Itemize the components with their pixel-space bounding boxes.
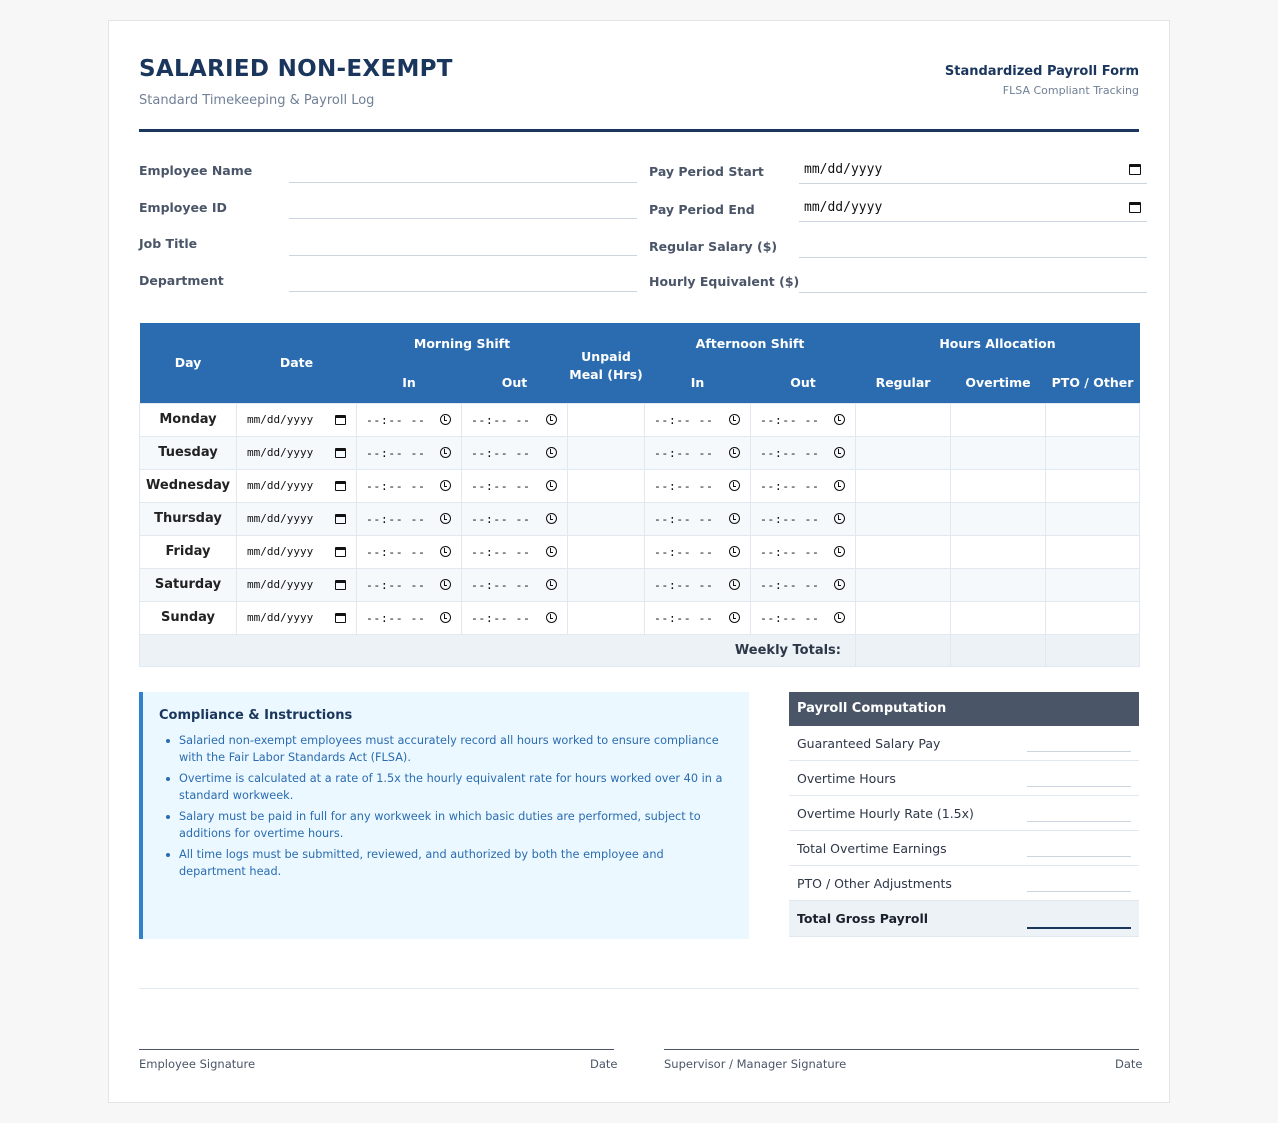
clock-icon[interactable] (834, 414, 845, 425)
date-placeholder: mm/dd/yyyy (247, 577, 314, 591)
clock-icon[interactable] (729, 579, 740, 590)
weekly-totals-label: Weekly Totals: (140, 634, 856, 667)
clock-icon[interactable] (834, 480, 845, 491)
morning-out-input[interactable] (462, 601, 568, 634)
clock-icon[interactable] (729, 513, 740, 524)
time-placeholder: --:-- -- (366, 544, 426, 559)
payroll-row (789, 796, 1139, 831)
payroll-row (789, 831, 1139, 866)
clock-icon[interactable] (440, 480, 451, 491)
afternoon-in-input[interactable] (645, 436, 751, 469)
page-title: SALARIED NON-EXEMPT (139, 56, 453, 82)
day-cell: Tuesday (140, 436, 237, 469)
regular-hours-input[interactable] (856, 568, 951, 601)
overtime-rate-input[interactable] (1027, 821, 1131, 822)
time-placeholder: --:-- -- (471, 544, 531, 559)
col-afternoon-out: Out (751, 363, 856, 403)
time-placeholder: --:-- -- (760, 577, 820, 592)
payroll-row-label: Overtime Hours (797, 771, 896, 786)
time-placeholder: --:-- -- (654, 478, 714, 493)
time-placeholder: --:-- -- (760, 511, 820, 526)
table-row (140, 403, 1140, 436)
compliance-item: Salaried non-exempt employees must accurately record all hours worked to ensure compliance with the Fair Labor Standards Act (FLSA). (179, 732, 733, 766)
clock-icon[interactable] (729, 414, 740, 425)
day-cell: Monday (140, 403, 237, 436)
calendar-icon[interactable] (335, 481, 346, 491)
time-placeholder: --:-- -- (760, 478, 820, 493)
time-placeholder: --:-- -- (471, 412, 531, 427)
time-placeholder: --:-- -- (654, 610, 714, 625)
compliance-item: Salary must be paid in full for any workweek in which basic duties are performed, subject to additions for overtime hours. (179, 808, 733, 842)
day-cell: Wednesday (140, 469, 237, 502)
employee-name-field[interactable] (289, 161, 637, 183)
calendar-icon[interactable] (335, 547, 346, 557)
morning-in-input[interactable] (357, 469, 462, 502)
regular-hours-input[interactable] (856, 535, 951, 568)
employee-name-label: Employee Name (139, 163, 253, 178)
date-input[interactable] (237, 601, 357, 634)
compliance-item: Overtime is calculated at a rate of 1.5x the hourly equivalent rate for hours worked over 40 in a standard workweek. (179, 770, 733, 804)
date-input[interactable] (237, 436, 357, 469)
time-placeholder: --:-- -- (471, 445, 531, 460)
time-placeholder: --:-- -- (471, 610, 531, 625)
unpaid-meal-input[interactable] (568, 469, 645, 502)
unpaid-meal-input[interactable] (568, 436, 645, 469)
table-row (140, 436, 1140, 469)
department-field[interactable] (289, 270, 637, 292)
payroll-row (789, 866, 1139, 901)
date-placeholder: mm/dd/yyyy (247, 544, 314, 558)
clock-icon[interactable] (440, 513, 451, 524)
pto-hours-input[interactable] (1046, 436, 1140, 469)
day-cell: Sunday (140, 601, 237, 634)
supervisor-signature-line[interactable] (664, 1049, 1139, 1050)
job-title-field[interactable] (289, 234, 637, 256)
regular-hours-input[interactable] (856, 469, 951, 502)
timesheet-table (139, 323, 1140, 667)
afternoon-in-input[interactable] (645, 535, 751, 568)
morning-out-input[interactable] (462, 502, 568, 535)
col-date: Date (237, 323, 357, 403)
pto-hours-input[interactable] (1046, 601, 1140, 634)
form-type: Standardized Payroll Form (944, 64, 1139, 79)
col-regular: Regular (856, 363, 951, 403)
payroll-row-label: Total Overtime Earnings (797, 841, 947, 856)
clock-icon[interactable] (440, 612, 451, 623)
time-placeholder: --:-- -- (366, 445, 426, 460)
clock-icon[interactable] (440, 414, 451, 425)
payroll-total-row (789, 901, 1139, 937)
payroll-row (789, 726, 1139, 761)
department-label: Department (139, 273, 224, 288)
unpaid-meal-input[interactable] (568, 535, 645, 568)
total-pto (1046, 634, 1140, 667)
time-placeholder: --:-- -- (654, 511, 714, 526)
payroll-computation (789, 692, 1139, 937)
clock-icon[interactable] (440, 546, 451, 557)
pay-period-start-label: Pay Period Start (649, 164, 764, 179)
unpaid-meal-input[interactable] (568, 403, 645, 436)
morning-out-input[interactable] (462, 535, 568, 568)
hourly-equivalent-field[interactable] (799, 271, 1147, 293)
date-placeholder: mm/dd/yyyy (247, 610, 314, 624)
employee-signature-line[interactable] (139, 1049, 614, 1050)
employee-signature-label: Employee Signature (139, 1057, 256, 1071)
payroll-row (789, 761, 1139, 796)
clock-icon[interactable] (834, 513, 845, 524)
payroll-row-label: Overtime Hourly Rate (1.5x) (797, 806, 974, 821)
afternoon-out-input[interactable] (751, 403, 856, 436)
clock-icon[interactable] (546, 612, 557, 623)
unpaid-meal-input[interactable] (568, 601, 645, 634)
day-cell: Thursday (140, 502, 237, 535)
morning-in-input[interactable] (357, 502, 462, 535)
clock-icon[interactable] (729, 480, 740, 491)
clock-icon[interactable] (546, 513, 557, 524)
time-placeholder: --:-- -- (760, 412, 820, 427)
employee-date-label: Date (590, 1057, 618, 1071)
morning-in-input[interactable] (357, 436, 462, 469)
guaranteed-salary-input[interactable] (1027, 751, 1131, 752)
morning-in-input[interactable] (357, 601, 462, 634)
col-afternoon-in: In (645, 363, 751, 403)
morning-in-input[interactable] (357, 403, 462, 436)
employee-id-label: Employee ID (139, 200, 227, 215)
pay-period-start-placeholder: mm/dd/yyyy (804, 162, 883, 177)
overtime-hours-cell[interactable] (951, 469, 1046, 502)
employee-id-field[interactable] (289, 197, 637, 219)
clock-icon[interactable] (834, 447, 845, 458)
clock-icon[interactable] (834, 612, 845, 623)
date-placeholder: mm/dd/yyyy (247, 478, 314, 492)
total-regular (856, 634, 951, 667)
calendar-icon[interactable] (335, 514, 346, 524)
calendar-icon[interactable] (1129, 164, 1141, 175)
afternoon-in-input[interactable] (645, 502, 751, 535)
form-badge (945, 64, 1139, 97)
weekly-totals-row (140, 634, 1140, 667)
clock-icon[interactable] (440, 447, 451, 458)
table-row (140, 502, 1140, 535)
calendar-icon[interactable] (335, 415, 346, 425)
payroll-total-label: Total Gross Payroll (797, 911, 929, 926)
time-placeholder: --:-- -- (471, 511, 531, 526)
pay-period-end-field[interactable] (799, 196, 1147, 222)
date-placeholder: mm/dd/yyyy (247, 445, 314, 459)
time-placeholder: --:-- -- (366, 577, 426, 592)
col-day: Day (140, 323, 237, 403)
time-placeholder: --:-- -- (471, 577, 531, 592)
time-placeholder: --:-- -- (760, 610, 820, 625)
clock-icon[interactable] (440, 579, 451, 590)
footer-divider (139, 988, 1139, 989)
clock-icon[interactable] (834, 579, 845, 590)
calendar-icon[interactable] (335, 448, 346, 458)
page-subtitle: Standard Timekeeping & Payroll Log (139, 93, 375, 108)
overtime-hours-cell[interactable] (951, 403, 1046, 436)
date-placeholder: mm/dd/yyyy (247, 511, 314, 525)
calendar-icon[interactable] (335, 613, 346, 623)
clock-icon[interactable] (834, 546, 845, 557)
morning-in-input[interactable] (357, 535, 462, 568)
form-compliance: FLSA Compliant Tracking (1002, 84, 1139, 97)
time-placeholder: --:-- -- (366, 478, 426, 493)
time-placeholder: --:-- -- (366, 412, 426, 427)
col-morning-out: Out (462, 363, 568, 403)
time-placeholder: --:-- -- (654, 544, 714, 559)
afternoon-in-input[interactable] (645, 568, 751, 601)
unpaid-meal-input[interactable] (568, 502, 645, 535)
clock-icon[interactable] (546, 480, 557, 491)
clock-icon[interactable] (546, 579, 557, 590)
col-morning-shift: Morning Shift (357, 323, 568, 363)
gross-payroll-input[interactable] (1027, 927, 1131, 929)
hourly-equivalent-label: Hourly Equivalent ($) (649, 274, 800, 289)
time-placeholder: --:-- -- (760, 445, 820, 460)
calendar-icon[interactable] (335, 580, 346, 590)
compliance-box (139, 692, 749, 939)
time-placeholder: --:-- -- (654, 445, 714, 460)
pto-hours-input[interactable] (1046, 403, 1140, 436)
morning-out-input[interactable] (462, 436, 568, 469)
payroll-title: Payroll Computation (789, 692, 1139, 726)
regular-salary-label: Regular Salary ($) (649, 239, 778, 254)
col-hours-allocation: Hours Allocation (856, 323, 1140, 363)
table-row (140, 568, 1140, 601)
table-row (140, 601, 1140, 634)
clock-icon[interactable] (729, 447, 740, 458)
afternoon-out-input[interactable] (751, 469, 856, 502)
job-title-label: Job Title (139, 236, 198, 251)
header-divider (139, 129, 1139, 132)
clock-icon[interactable] (729, 546, 740, 557)
date-input[interactable] (237, 568, 357, 601)
compliance-item: All time logs must be submitted, reviewed, and authorized by both the employee and department head. (179, 846, 733, 880)
time-placeholder: --:-- -- (471, 478, 531, 493)
afternoon-out-input[interactable] (751, 502, 856, 535)
clock-icon[interactable] (546, 546, 557, 557)
afternoon-in-input[interactable] (645, 469, 751, 502)
day-cell: Friday (140, 535, 237, 568)
col-pto: PTO / Other (1046, 363, 1140, 403)
col-unpaid-meal: Unpaid Meal (Hrs) (568, 323, 645, 403)
day-cell: Saturday (140, 568, 237, 601)
col-morning-in: In (357, 363, 462, 403)
overtime-hours-cell[interactable] (951, 535, 1046, 568)
total-overtime (951, 634, 1046, 667)
pto-hours-input[interactable] (1046, 469, 1140, 502)
overtime-hours-cell[interactable] (951, 436, 1046, 469)
regular-hours-input[interactable] (856, 502, 951, 535)
pto-adjustments-input[interactable] (1027, 891, 1131, 892)
payroll-row-label: PTO / Other Adjustments (797, 876, 952, 891)
unpaid-meal-input[interactable] (568, 568, 645, 601)
morning-out-input[interactable] (462, 403, 568, 436)
date-input[interactable] (237, 535, 357, 568)
table-row (140, 469, 1140, 502)
supervisor-date-label: Date (1115, 1057, 1143, 1071)
afternoon-in-input[interactable] (645, 601, 751, 634)
compliance-title: Compliance & Instructions (159, 708, 353, 723)
col-overtime: Overtime (951, 363, 1046, 403)
date-input[interactable] (237, 403, 357, 436)
afternoon-out-input[interactable] (751, 601, 856, 634)
afternoon-out-input[interactable] (751, 568, 856, 601)
morning-out-input[interactable] (462, 469, 568, 502)
payroll-form (108, 20, 1170, 1103)
afternoon-in-input[interactable] (645, 403, 751, 436)
date-input[interactable] (237, 502, 357, 535)
pto-hours-input[interactable] (1046, 535, 1140, 568)
clock-icon[interactable] (546, 447, 557, 458)
time-placeholder: --:-- -- (760, 544, 820, 559)
supervisor-signature-label: Supervisor / Manager Signature (664, 1057, 847, 1071)
time-placeholder: --:-- -- (654, 412, 714, 427)
payroll-row-label: Guaranteed Salary Pay (797, 736, 941, 751)
afternoon-out-input[interactable] (751, 535, 856, 568)
regular-hours-input[interactable] (856, 436, 951, 469)
date-input[interactable] (237, 469, 357, 502)
time-placeholder: --:-- -- (366, 610, 426, 625)
pto-hours-input[interactable] (1046, 568, 1140, 601)
pay-period-end-label: Pay Period End (649, 202, 755, 217)
clock-icon[interactable] (546, 414, 557, 425)
regular-salary-field[interactable] (799, 236, 1147, 258)
table-row (140, 535, 1140, 568)
regular-hours-input[interactable] (856, 601, 951, 634)
morning-in-input[interactable] (357, 568, 462, 601)
calendar-icon[interactable] (1129, 202, 1141, 213)
compliance-list (159, 732, 733, 880)
morning-out-input[interactable] (462, 568, 568, 601)
time-placeholder: --:-- -- (654, 577, 714, 592)
overtime-hours-cell[interactable] (951, 502, 1046, 535)
clock-icon[interactable] (729, 612, 740, 623)
overtime-hours-input[interactable] (1027, 786, 1131, 787)
pay-period-end-placeholder: mm/dd/yyyy (804, 200, 883, 215)
regular-hours-input[interactable] (856, 403, 951, 436)
afternoon-out-input[interactable] (751, 436, 856, 469)
pto-hours-input[interactable] (1046, 502, 1140, 535)
pay-period-start-field[interactable] (799, 158, 1147, 184)
overtime-earnings-input[interactable] (1027, 856, 1131, 857)
col-afternoon-shift: Afternoon Shift (645, 323, 856, 363)
overtime-hours-cell[interactable] (951, 568, 1046, 601)
overtime-hours-cell[interactable] (951, 601, 1046, 634)
time-placeholder: --:-- -- (366, 511, 426, 526)
date-placeholder: mm/dd/yyyy (247, 412, 314, 426)
